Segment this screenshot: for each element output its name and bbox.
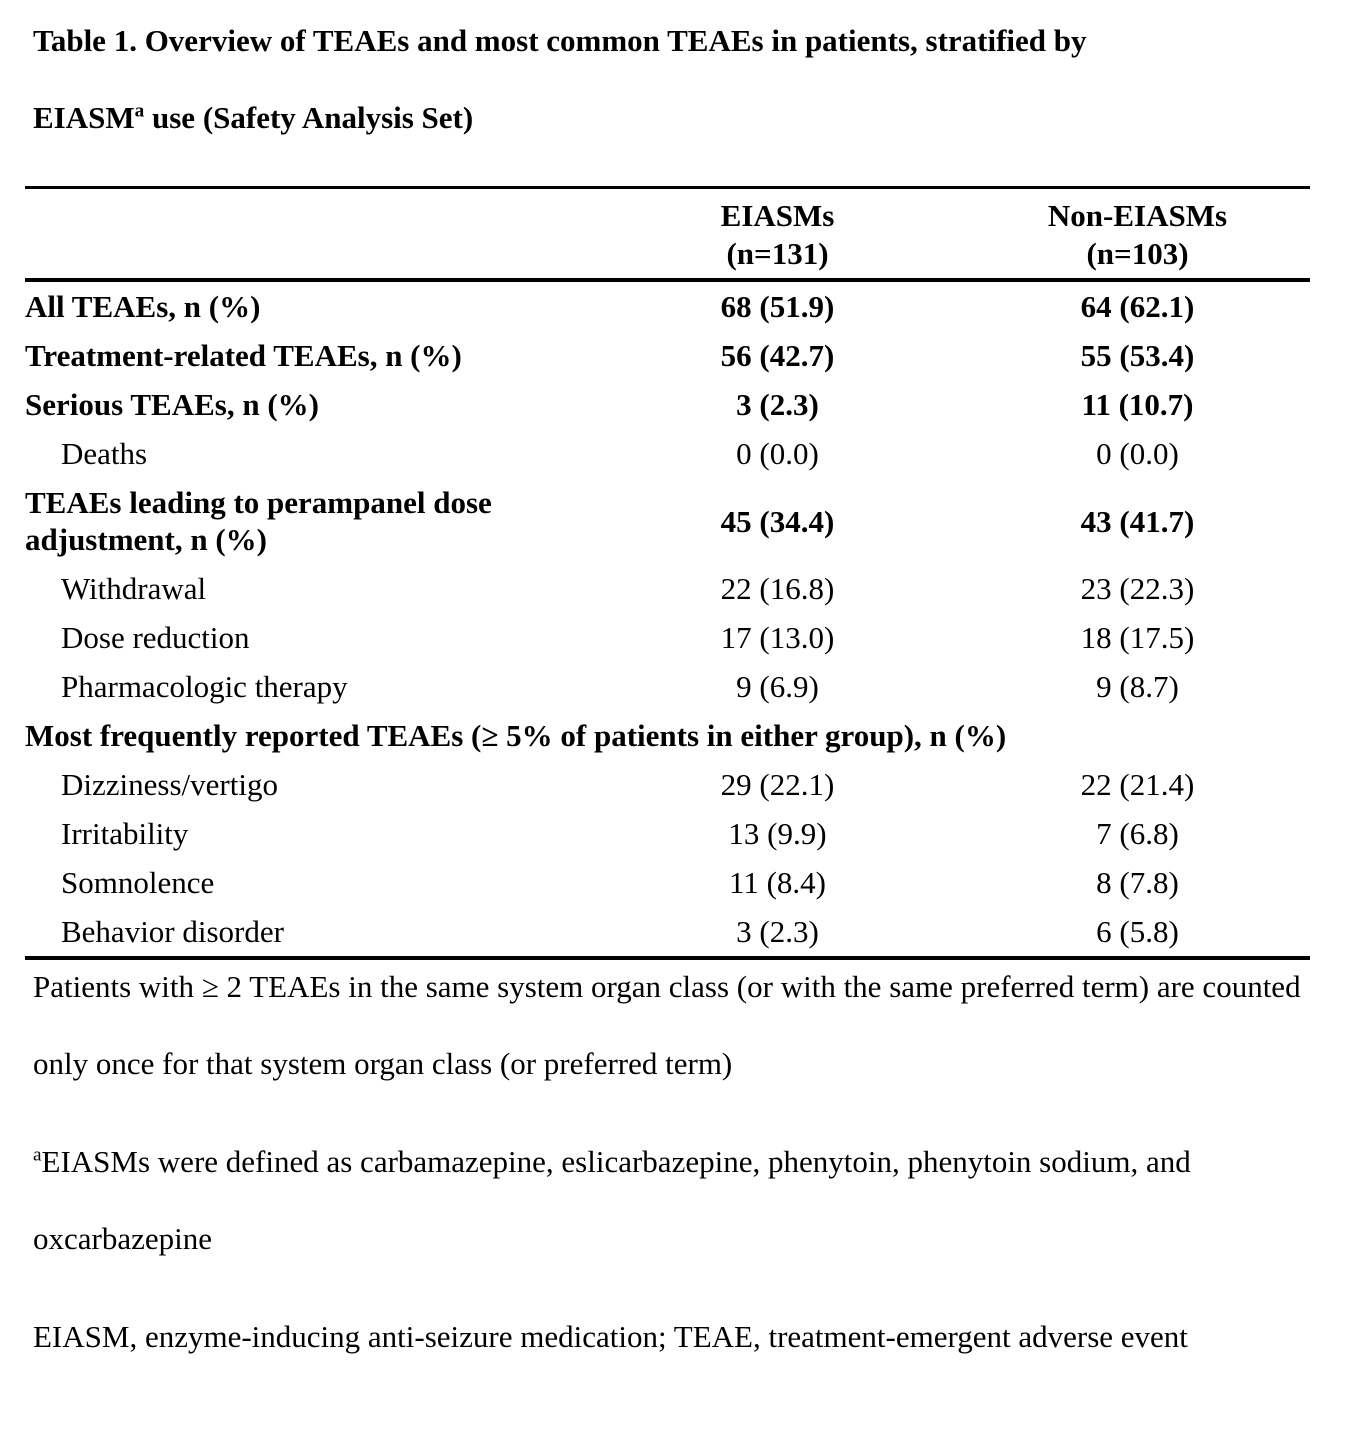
row-value-eiasms: 3 (2.3)	[736, 914, 819, 949]
table-row	[25, 280, 1310, 331]
table-title-line1-text: Table 1. Overview of TEAEs and most common TEAEs in patients, stratified by	[33, 23, 1087, 58]
row-value-non-eiasms: 0 (0.0)	[1096, 436, 1179, 471]
row-label: All TEAEs, n (%)	[25, 289, 261, 324]
row-label: Dizziness/vertigo	[61, 767, 278, 802]
row-value-eiasms: 13 (9.9)	[728, 816, 827, 851]
header-row	[25, 188, 1310, 281]
table-row	[25, 858, 1310, 907]
row-value-non-eiasms: 22 (21.4)	[1080, 767, 1195, 802]
table-title	[33, 2, 1320, 156]
table-row	[25, 564, 1310, 613]
table-row	[25, 429, 1310, 478]
table-row	[25, 613, 1310, 662]
row-value-non-eiasms: 55 (53.4)	[1080, 338, 1195, 373]
row-label: Behavior disorder	[61, 914, 284, 949]
table-title-line2	[33, 79, 1320, 156]
row-value-eiasms: 0 (0.0)	[736, 436, 819, 471]
footnotes	[33, 948, 1320, 1375]
col-header-non-eiasms-n: (n=103)	[1086, 236, 1189, 271]
col-header-non-eiasms	[965, 188, 1310, 281]
row-label: Deaths	[61, 436, 148, 471]
row-value-non-eiasms: 7 (6.8)	[1096, 816, 1179, 851]
row-value-non-eiasms: 18 (17.5)	[1080, 620, 1195, 655]
table-row	[25, 760, 1310, 809]
teae-table	[25, 186, 1310, 960]
row-value-non-eiasms: 23 (22.3)	[1080, 571, 1195, 606]
row-label: Somnolence	[61, 865, 215, 900]
row-value-eiasms: 11 (8.4)	[729, 865, 826, 900]
table-row	[25, 331, 1310, 380]
row-value-eiasms: 45 (34.4)	[720, 503, 835, 539]
table-row	[25, 380, 1310, 429]
row-value-eiasms: 3 (2.3)	[736, 387, 819, 422]
footnote-eiasm-definition	[33, 1123, 1320, 1277]
row-value-non-eiasms: 11 (10.7)	[1081, 387, 1194, 422]
table-row	[25, 809, 1310, 858]
row-label: Withdrawal	[61, 571, 207, 606]
row-value-eiasms: 22 (16.8)	[720, 571, 835, 606]
table-row	[25, 478, 1310, 564]
footnote-superscript-a: a	[33, 1144, 42, 1166]
table-title-line2-rest: use (Safety Analysis Set)	[144, 100, 474, 135]
row-label: Serious TEAEs, n (%)	[25, 387, 319, 422]
table-title-line1	[33, 2, 1320, 79]
header-empty-cell	[25, 188, 590, 281]
col-header-eiasms-name: EIASMs	[720, 198, 835, 233]
table-title-line2-base: EIASM	[33, 100, 135, 135]
col-header-non-eiasms-name: Non-EIASMs	[1047, 198, 1228, 233]
col-header-eiasms-n: (n=131)	[726, 236, 829, 271]
row-value-eiasms: 56 (42.7)	[720, 338, 835, 373]
row-label: TEAEs leading to perampanel dose adjustment, n (%)	[25, 485, 492, 557]
footnote-eiasm-definition-text: EIASMs were defined as carbamazepine, eslicarbazepine, phenytoin, phenytoin sodium, and oxcarbazepine	[33, 1144, 1191, 1256]
row-value-non-eiasms: 6 (5.8)	[1096, 914, 1179, 949]
row-value-eiasms: 9 (6.9)	[736, 669, 819, 704]
row-label: Irritability	[61, 816, 189, 851]
row-value-eiasms: 68 (51.9)	[720, 289, 835, 324]
row-label: Pharmacologic therapy	[61, 669, 348, 704]
col-header-eiasms	[590, 188, 965, 281]
row-label: Treatment-related TEAEs, n (%)	[25, 338, 462, 373]
row-value-non-eiasms: 43 (41.7)	[1080, 503, 1195, 539]
footnote-counting: Patients with ≥ 2 TEAEs in the same system organ class (or with the same preferred term) are counted only once for that system organ class (or preferred term)	[33, 969, 1301, 1081]
row-value-eiasms: 29 (22.1)	[720, 767, 835, 802]
section-row-label: Most frequently reported TEAEs (≥ 5% of patients in either group), n (%)	[25, 718, 1007, 753]
row-value-eiasms: 17 (13.0)	[720, 620, 835, 655]
title-superscript-a: a	[134, 100, 145, 122]
row-value-non-eiasms: 9 (8.7)	[1096, 669, 1179, 704]
footnote-abbreviations: EIASM, enzyme-inducing anti-seizure medication; TEAE, treatment-emergent adverse event	[33, 1319, 1188, 1354]
row-value-non-eiasms: 64 (62.1)	[1080, 289, 1195, 324]
row-value-non-eiasms: 8 (7.8)	[1096, 865, 1179, 900]
table-section-row	[25, 711, 1310, 760]
table-row	[25, 662, 1310, 711]
row-label: Dose reduction	[61, 620, 250, 655]
